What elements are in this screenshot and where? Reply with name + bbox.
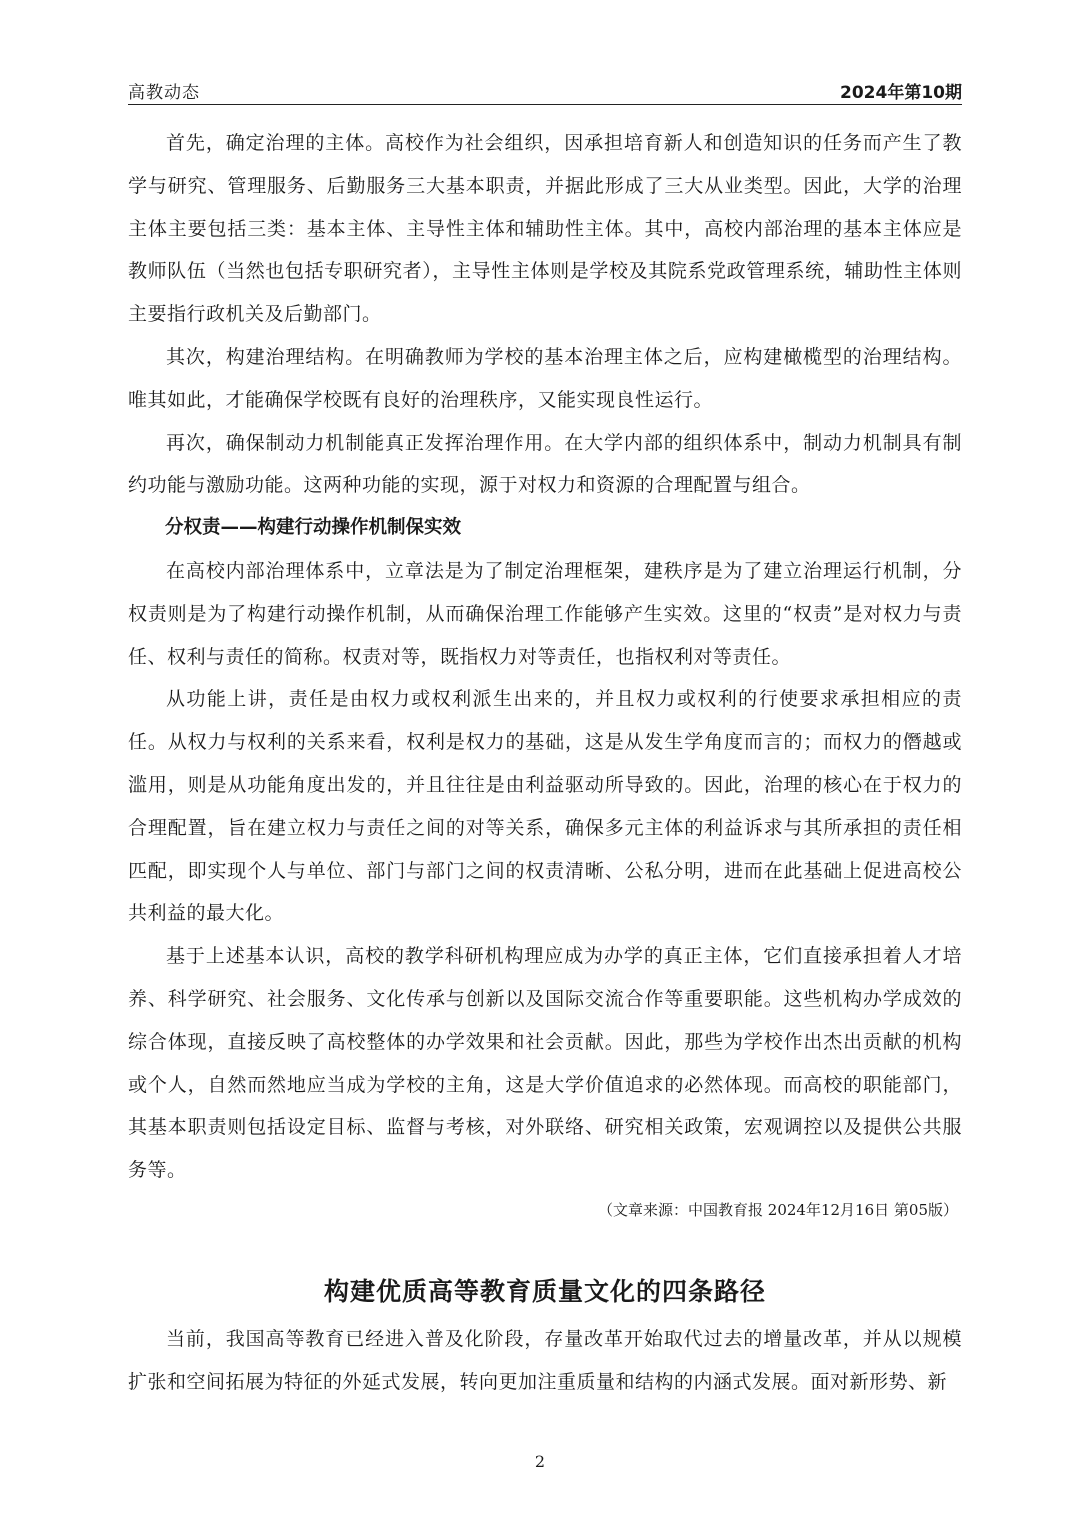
paragraph-institutions: 基于上述基本认识，高校的教学科研机构理应成为办学的真正主体，它们直接承担着人才培养、科学研究、社会服务、文化传承与创新以及国际交流合作等重要职能。这些机构办学成效的综合体现，直接反映了高校整体的办学效果和社会贡献。因此，那些为学校作出杰出贡献的机构或个人，自然而然地应当成为学校的主角，这是大学价值追求的必然体现。而高校的职能部门，其基本职责则包括设定目标、监督与考核，对外联络、研究相关政策，宏观调控以及提供公共服务等。 [128, 945, 962, 1182]
page-header [128, 78, 962, 105]
paragraph-structure: 其次，构建治理结构。在明确教师为学校的基本治理主体之后，应构建橄榄型的治理结构。唯其如此，才能确保学校既有良好的治理秩序，又能实现良性运行。 [128, 345, 962, 411]
issue-number: 2024年第10期 [840, 83, 962, 103]
paragraph-rights-responsibilities: 在高校内部治理体系中，立章法是为了制定治理框架，建秩序是为了建立治理运行机制，分权责则是为了构建行动操作机制，从而确保治理工作能够产生实效。这里的“权责”是对权力与责任、权利与责任的简称。权责对等，既指权力对等责任，也指权利对等责任。 [128, 559, 962, 668]
article-source: （文章来源：中国教育报 2024年12月16日 第05版） [598, 1200, 958, 1219]
paragraph-intro: 当前，我国高等教育已经进入普及化阶段，存量改革开始取代过去的增量改革，并从以规模扩张和空间拓展为特征的外延式发展，转向更加注重质量和结构的内涵式发展。面对新形势、新 [128, 1328, 962, 1393]
article-title: 构建优质高等教育质量文化的四条路径 [323, 1277, 766, 1306]
paragraph-function: 从功能上讲，责任是由权力或权利派生出来的，并且权力或权利的行使要求承担相应的责任。从权力与权利的关系来看，权利是权力的基础，这是从发生学角度而言的；而权力的僭越或滥用，则是从功能角度出发的，并且往往是由利益驱动所导致的。因此，治理的核心在于权力的合理配置，旨在建立权力与责任之间的对等关系，确保多元主体的利益诉求与其所承担的责任相匹配，即实现个人与单位、部门与部门之间的权责清晰、公私分明，进而在此基础上促进高校公共利益的最大化。 [128, 688, 962, 925]
article-body [128, 122, 962, 1224]
page-number: 2 [534, 1452, 546, 1471]
article2-body [128, 1318, 962, 1404]
paragraph-subject: 首先，确定治理的主体。高校作为社会组织，因承担培育新人和创造知识的任务而产生了教学与研究、管理服务、后勤服务三大基本职责，并据此形成了三大从业类型。因此，大学的治理主体主要包括三类：基本主体、主导性主体和辅助性主体。其中，高校内部治理的基本主体应是教师队伍（当然也包括专职研究者），主导性主体则是学校及其院系党政管理系统，辅助性主体则主要指行政机关及后勤部门。 [128, 132, 962, 326]
journal-name: 高教动态 [128, 83, 200, 103]
paragraph-mechanism: 再次，确保制动力机制能真正发挥治理作用。在大学内部的组织体系中，制动力机制具有制约功能与激励功能。这两种功能的实现，源于对权力和资源的合理配置与组合。 [128, 431, 962, 497]
section-subheading: 分权责——构建行动操作机制保实效 [165, 517, 462, 539]
